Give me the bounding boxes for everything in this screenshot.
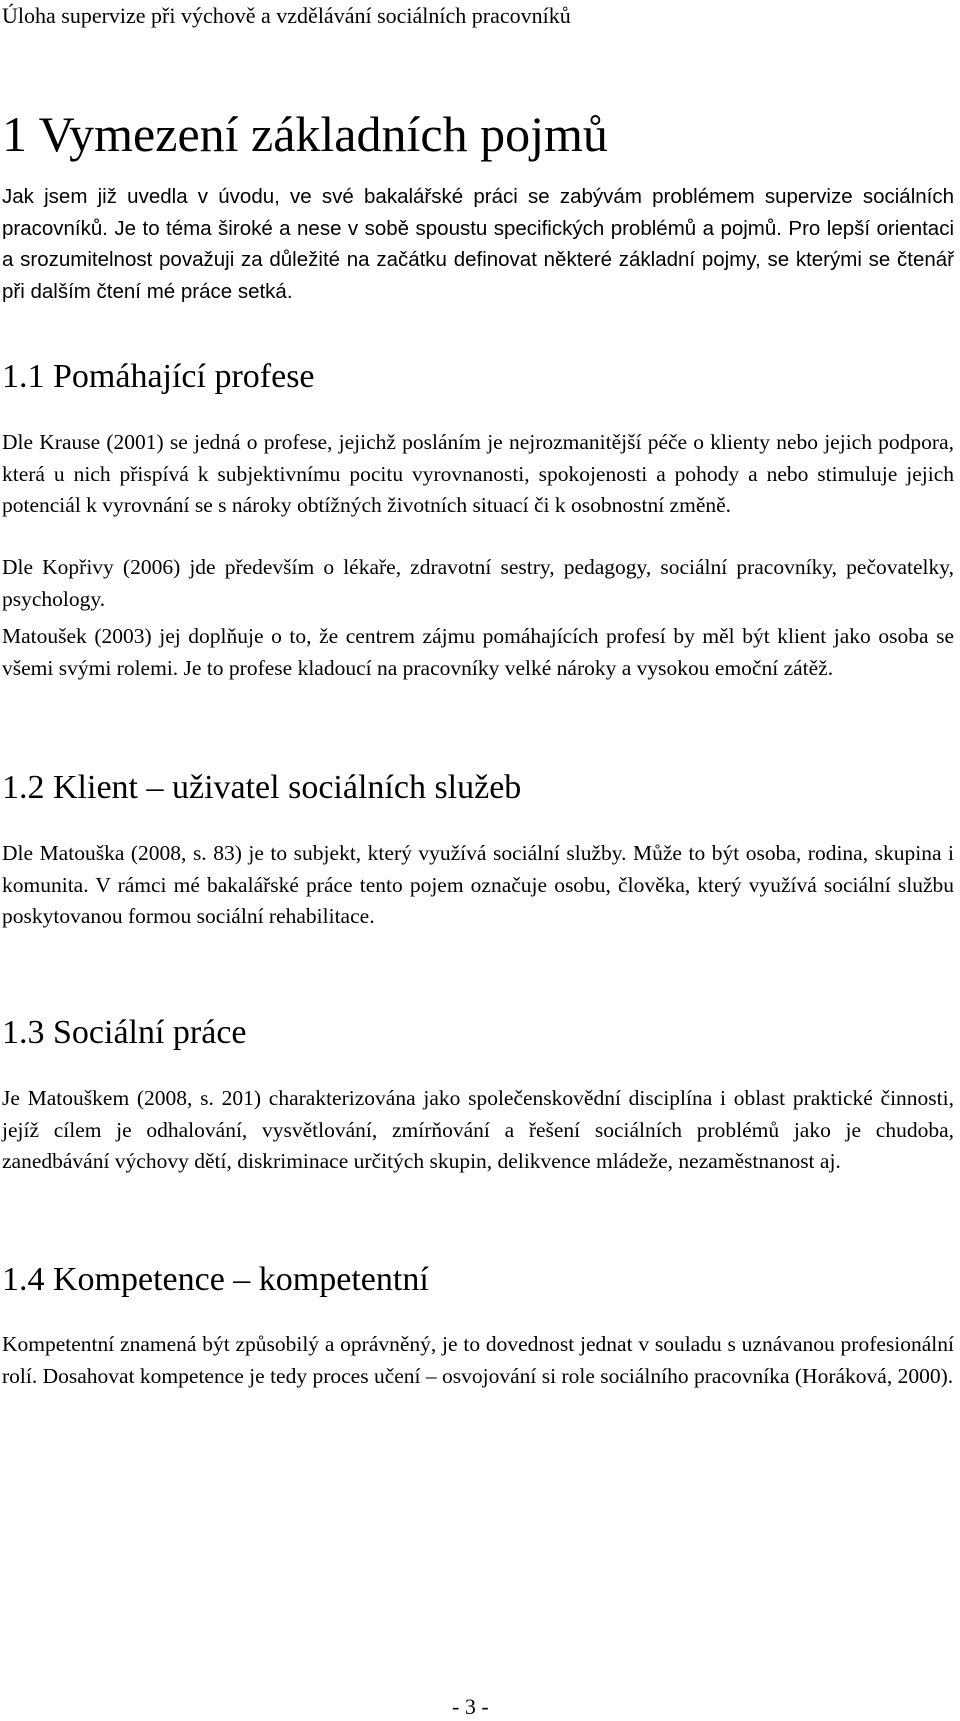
section-heading-1-3: 1.3 Sociální práce: [2, 1014, 247, 1051]
paragraph-1-1-a: Dle Krause (2001) se jedná o profese, jejichž posláním je nejrozmanitější péče o klienty nebo jejich podpora, která u nich přispívá k subjektivnímu pocitu vyrovnanosti, spokojenosti a pohody a nebo stimuluje jejich potenciál k vyrovnání se s nároky obtížných životních situací či k osobnostní změně.: [2, 430, 954, 517]
paragraph-1-3-a: Je Matouškem (2008, s. 201) charakterizována jako společenskovědní disciplína i oblast praktické činnosti, jejíž cílem je odhalování, vysvětlování, zmírňování a řešení sociálních problémů jako je chudoba, zanedbávání výchovy dětí, diskriminace určitých skupin, delikvence mládeže, nezaměstnanost aj.: [2, 1086, 954, 1173]
paragraph-1-1-c: Matoušek (2003) jej doplňuje o to, že centrem zájmu pomáhajících profesí by měl být klient jako osoba se všemi svými rolemi. Je to profese kladoucí na pracovníky velké nároky a vysokou emoční zátěž.: [2, 624, 954, 680]
page-number: - 3 -: [452, 1694, 489, 1719]
intro-paragraph: Jak jsem již uvedla v úvodu, ve své bakalářské práci se zabývám problémem supervize sociálních pracovníků. Je to téma široké a nese v sobě spoustu specifických problémů a pojmů. Pro lepší orientaci a srozumitelnost považuji za důležité na začátku definovat některé základní pojmy, se kterými se čtenář při dalším čtení mé práce setká.: [2, 185, 954, 303]
section-heading-1-4: 1.4 Kompetence – kompetentní: [2, 1261, 429, 1298]
paragraph-1-1-b: Dle Kopřivy (2006) jde především o lékaře, zdravotní sestry, pedagogy, sociální pracovníky, pečovatelky, psychology.: [2, 555, 954, 611]
running-header: Úloha supervize při výchově a vzdělávání sociálních pracovníků: [2, 3, 571, 28]
section-heading-1-2: 1.2 Klient – uživatel sociálních služeb: [2, 769, 522, 806]
chapter-title: 1 Vymezení základních pojmů: [2, 106, 608, 162]
section-heading-1-1: 1.1 Pomáhající profese: [2, 358, 315, 395]
paragraph-1-2-a: Dle Matouška (2008, s. 83) je to subjekt, který využívá sociální služby. Může to být osoba, rodina, skupina i komunita. V rámci mé bakalářské práce tento pojem označuje osobu, člověka, který využívá sociální službu poskytovanou formou sociální rehabilitace.: [2, 841, 954, 928]
paragraph-1-4-a: Kompetentní znamená být způsobilý a oprávněný, je to dovednost jednat v souladu s uznávanou profesionální rolí. Dosahovat kompetence je tedy proces učení – osvojování si role sociálního pracovníka (Horáková, 2000).: [2, 1332, 954, 1388]
